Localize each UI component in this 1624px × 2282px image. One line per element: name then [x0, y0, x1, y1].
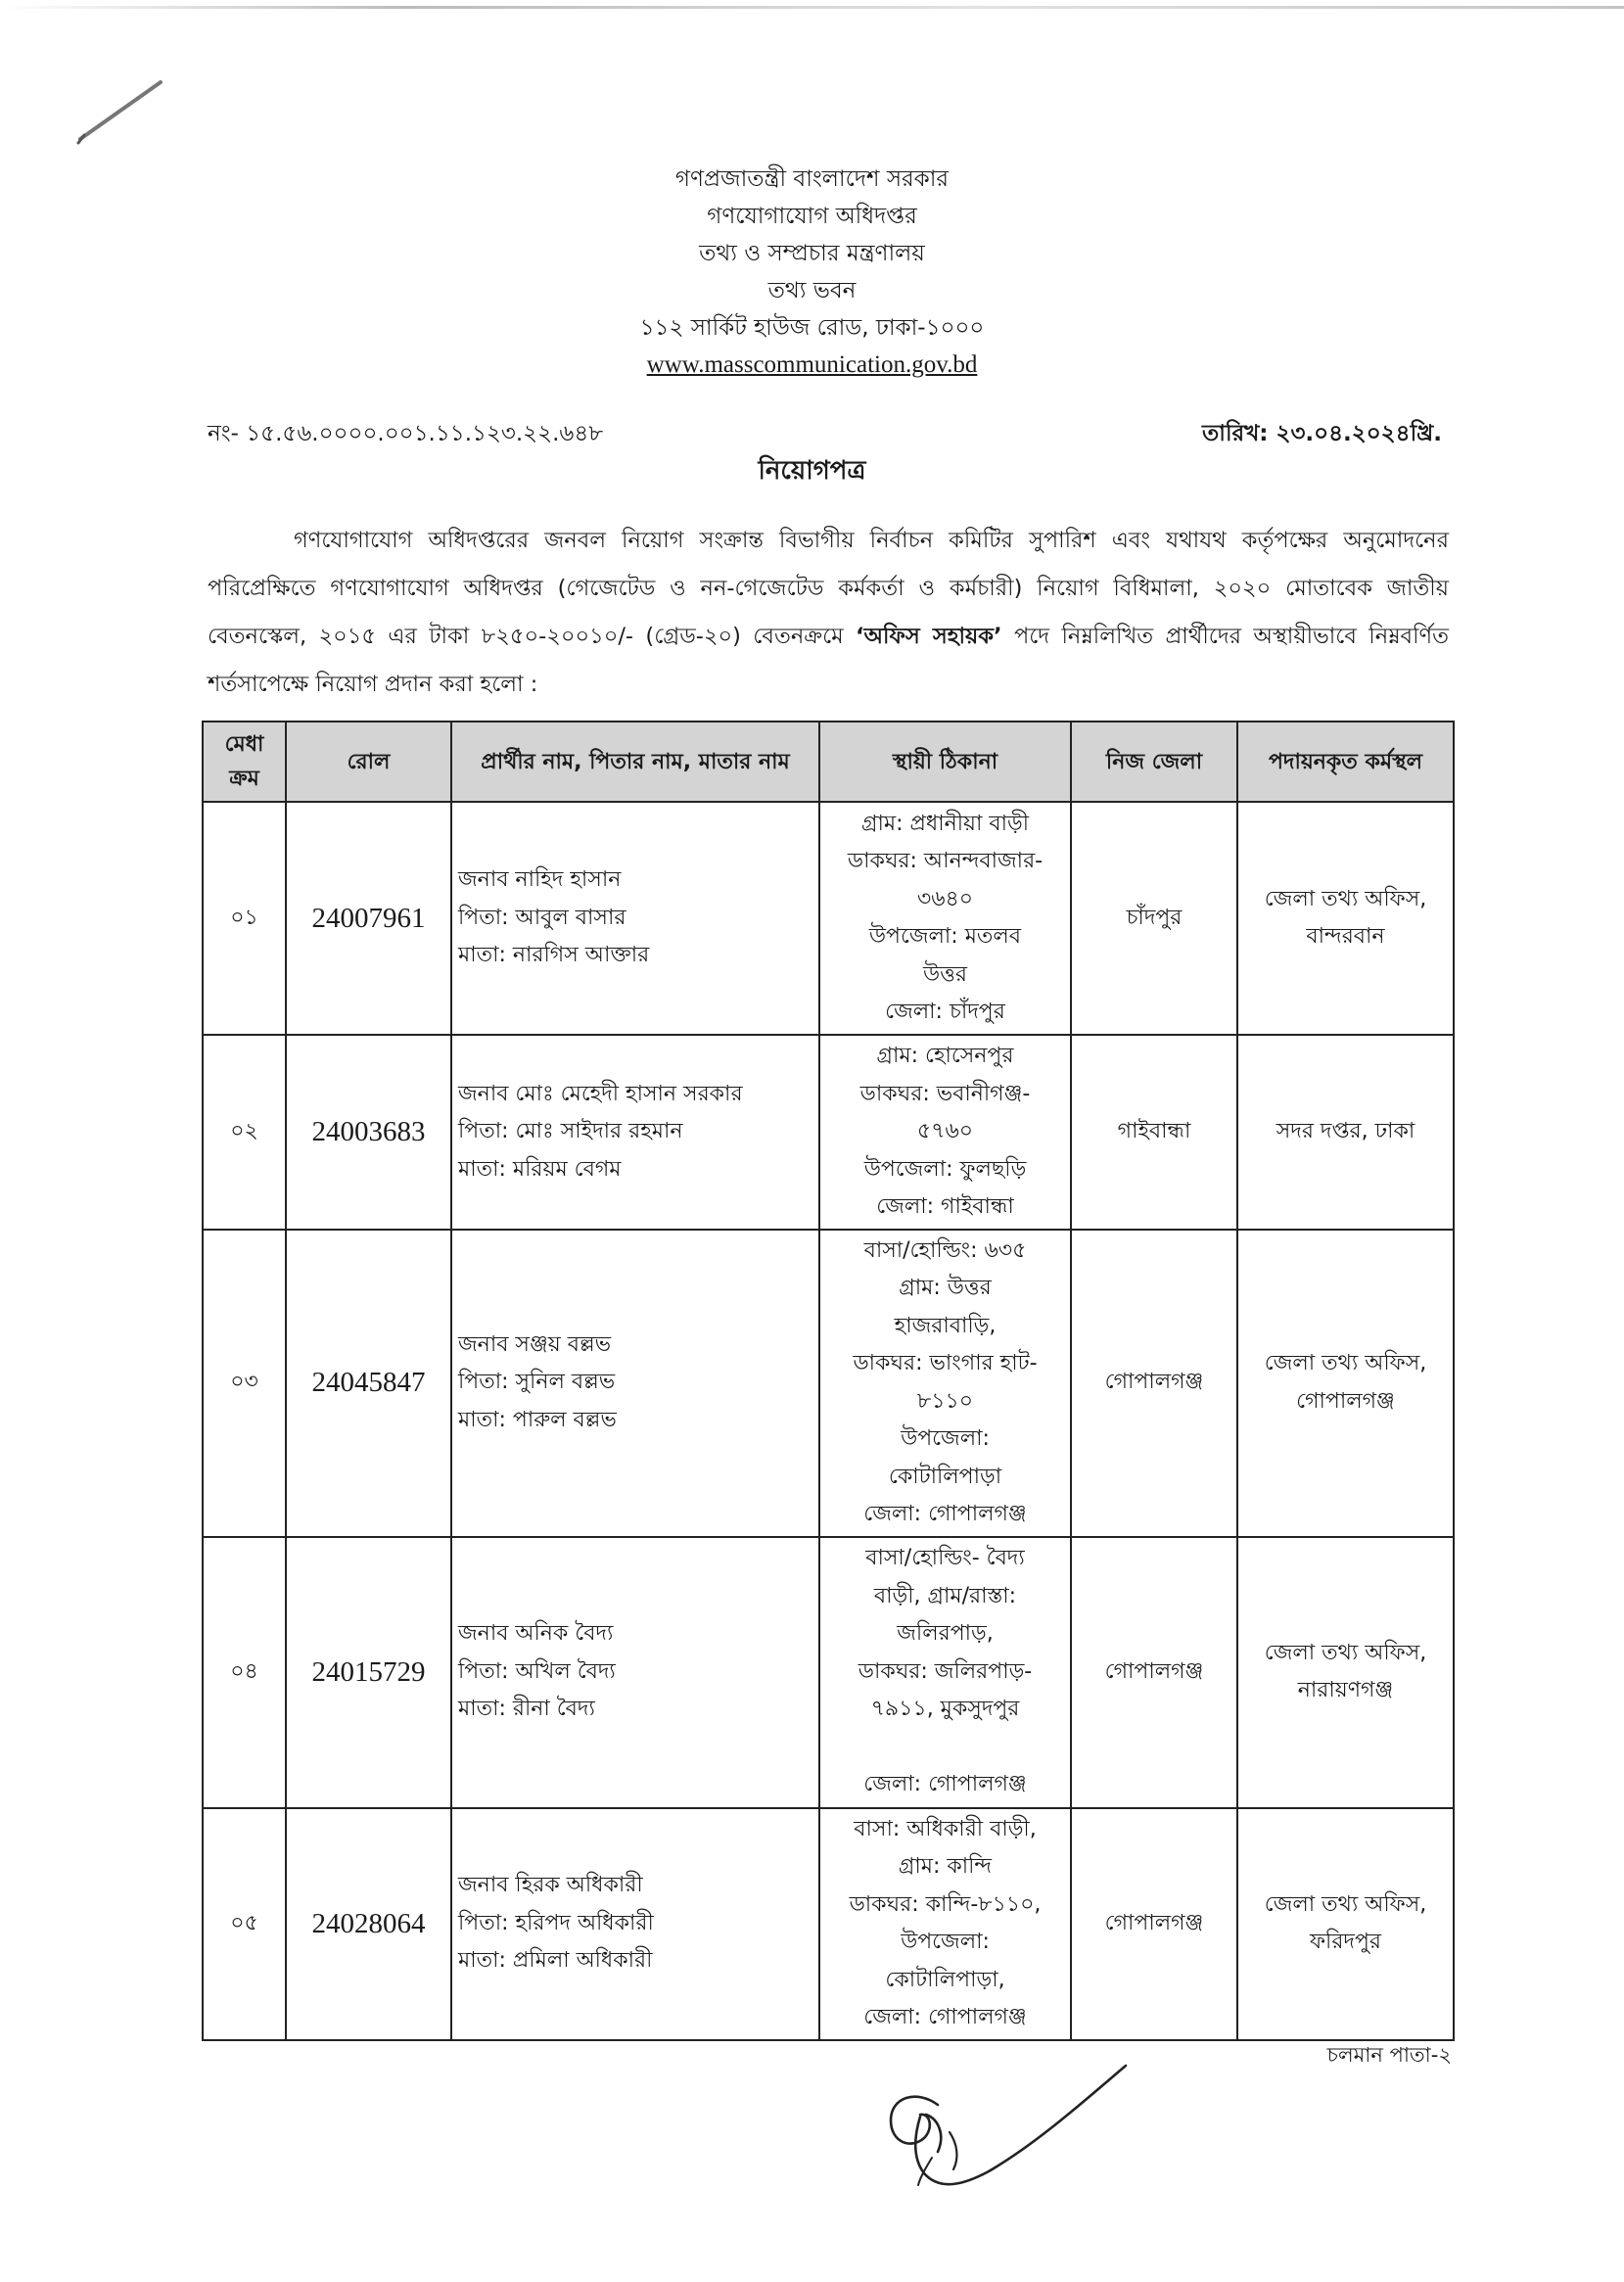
address-line: ৩৬৪০ [916, 886, 974, 911]
father-name: পিতা: হরিপদ অধিকারী [458, 1910, 654, 1935]
serial-cell: ০৪ [203, 1537, 286, 1808]
address-line: জেলা: গোপালগঞ্জ [863, 2005, 1027, 2029]
address-cell [819, 1035, 1071, 1230]
address-line: উপজেলা: [901, 1426, 990, 1451]
serial-cell: ০১ [203, 802, 286, 1035]
table-row [203, 1808, 1454, 2040]
letterhead [0, 161, 1624, 384]
address-line: ডাকঘর: জলিরপাড়- [858, 1658, 1033, 1684]
father-name: পিতা: মোঃ সাইদার রহমান [458, 1119, 683, 1143]
posting-line: জেলা তথ্য অফিস, [1264, 1640, 1427, 1665]
table-row [203, 1035, 1454, 1230]
address-line: জেলা: চাঁদপুর [885, 1000, 1005, 1024]
table-header-row [203, 722, 1454, 802]
posting-line: ফরিদপুর [1309, 1930, 1382, 1954]
serial-cell: ০২ [203, 1035, 286, 1230]
candidate-name: জনাব সঞ্জয় বল্লভ [458, 1331, 611, 1357]
address-line: জেলা: গাইবান্ধা [876, 1194, 1014, 1219]
address-line: গ্রাম: হোসেনপুর [876, 1044, 1014, 1068]
department-name: গণযোগাযোগ অধিদপ্তর [707, 204, 917, 229]
address-line: হাজরাবাড়ি, [894, 1313, 997, 1338]
address-line: ডাকঘর: আনন্দবাজার- [847, 849, 1044, 873]
address-line [826, 1729, 1064, 1767]
serial-cell: ০৫ [203, 1808, 286, 2040]
name-cell [451, 1537, 819, 1808]
address-line: বাসা: অধিকারী বাড়ী, [854, 1816, 1037, 1841]
address-line: ৮১১০ [916, 1388, 974, 1414]
address-line: ৫৭৬০ [916, 1119, 974, 1143]
body-text-part2: পদে নিম্নলিখিত প্রার্থীদের অস্থায়ীভাবে নিম্নবর্ণিত শর্তসাপেক্ষে নিয়োগ প্রদান করা হলো : [208, 624, 1450, 697]
address-line: গ্রাম: উত্তর [899, 1276, 992, 1300]
address-line: গ্রাম: প্রধানীয়া বাড়ী [861, 811, 1029, 836]
posting-cell [1237, 802, 1454, 1035]
posting-line: গোপালগঞ্জ [1296, 1388, 1395, 1414]
district-cell: গোপালগঞ্জ [1071, 1537, 1237, 1808]
col-header-district: নিজ জেলা [1071, 722, 1237, 802]
mother-name: মাতা: রীনা বৈদ্য [458, 1697, 595, 1722]
issue-date: তারিখ: ২৩.০৪.২০২৪খ্রি. [1202, 421, 1442, 446]
posting-cell [1237, 1537, 1454, 1808]
posting-cell [1237, 1230, 1454, 1537]
address-line: বাড়ী, গ্রাম/রাস্তা: [873, 1583, 1017, 1608]
address-line: গ্রাম: কান্দি [898, 1854, 993, 1879]
appointment-table [202, 721, 1455, 2041]
candidate-name: জনাব মোঃ মেহেদী হাসান সরকার [458, 1081, 743, 1106]
candidate-name: জনাব হিরক অধিকারী [458, 1873, 643, 1898]
col-header-name: প্রার্থীর নাম, পিতার নাম, মাতার নাম [451, 722, 819, 802]
posting-cell [1237, 1035, 1454, 1230]
address-cell [819, 1808, 1071, 2040]
handwritten-signature [869, 2056, 1143, 2203]
building-name: তথ্য ভবন [767, 278, 857, 303]
ministry-name: তথ্য ও সম্প্রচার মন্ত্রণালয় [699, 241, 925, 266]
posting-line: বান্দরবান [1306, 924, 1385, 949]
district-cell: গোপালগঞ্জ [1071, 1808, 1237, 2040]
address-line: জেলা: গোপালগঞ্জ [863, 1502, 1027, 1526]
address-line: বাসা/হোল্ডিং- বৈদ্য [865, 1546, 1025, 1571]
scan-edge-line [0, 6, 1624, 9]
posting-cell [1237, 1808, 1454, 2040]
address-cell [819, 1230, 1071, 1537]
table-row [203, 1230, 1454, 1537]
address-line: উপজেলা: মতলব [868, 924, 1022, 949]
address-line: উত্তর [923, 961, 967, 987]
post-name: ‘অফিস সহায়ক’ [856, 624, 1002, 649]
name-cell [451, 1808, 819, 2040]
address-line: উপজেলা: ফুলছড়ি [863, 1156, 1027, 1182]
candidate-name: জনাব অনিক বৈদ্য [458, 1621, 614, 1647]
table-row [203, 1537, 1454, 1808]
posting-line: সদর দপ্তর, ঢাকা [1276, 1119, 1415, 1143]
col-header-posting: পদায়নকৃত কর্মস্থল [1237, 722, 1454, 802]
father-name: পিতা: আবুল বাসার [458, 905, 626, 930]
col-header-address: স্থায়ী ঠিকানা [819, 722, 1071, 802]
roll-cell: 24045847 [286, 1230, 451, 1537]
address-line: ৭৯১১, মুকসুদপুর [870, 1697, 1020, 1722]
col-header-roll: রোল [286, 722, 451, 802]
posting-line: জেলা তথ্য অফিস, [1264, 1891, 1427, 1917]
continuation-note: চলমান পাতা-২ [1326, 2043, 1452, 2067]
table-row [203, 802, 1454, 1035]
website-link[interactable]: www.masscommunication.gov.bd [646, 351, 978, 378]
name-cell [451, 1230, 819, 1537]
mother-name: মাতা: নারগিস আক্তার [458, 943, 650, 968]
pen-stroke-mark [74, 76, 172, 155]
appointment-body-text [208, 517, 1449, 709]
name-cell [451, 802, 819, 1035]
posting-line: নারায়ণগঞ্জ [1297, 1678, 1394, 1702]
mother-name: মাতা: প্রমিলা অধিকারী [458, 1948, 653, 1974]
roll-cell: 24007961 [286, 802, 451, 1035]
father-name: পিতা: সুনিল বল্লভ [458, 1370, 616, 1395]
col-header-serial: মেধা ক্রম [203, 722, 286, 802]
address-line: ডাকঘর: ভবানীগঞ্জ- [859, 1081, 1031, 1106]
district-cell: গোপালগঞ্জ [1071, 1230, 1237, 1537]
roll-cell: 24028064 [286, 1808, 451, 2040]
address-line: বাসা/হোল্ডিং: ৬৩৫ [863, 1237, 1027, 1263]
address-line: কোটালিপাড়া, [885, 1967, 1005, 1992]
name-cell [451, 1035, 819, 1230]
address-line: জলিরপাড়, [897, 1621, 994, 1647]
mother-name: মাতা: পারুল বল্লভ [458, 1407, 617, 1432]
father-name: পিতা: অখিল বৈদ্য [458, 1658, 616, 1684]
address-line: ডাকঘর: ভাংগার হাট- [853, 1351, 1038, 1375]
serial-cell: ০৩ [203, 1230, 286, 1537]
address-line: জেলা: গোপালগঞ্জ [863, 1772, 1027, 1797]
mother-name: মাতা: মরিয়ম বেগম [458, 1156, 622, 1182]
reference-number: নং- ১৫.৫৬.০০০০.০০১.১১.১২৩.২২.৬৪৮ [208, 421, 604, 446]
document-title: নিয়োগপত্র [758, 456, 866, 486]
roll-cell: 24015729 [286, 1537, 451, 1808]
roll-cell: 24003683 [286, 1035, 451, 1230]
address-line: কোটালিপাড়া [888, 1464, 1002, 1489]
government-name: গণপ্রজাতন্ত্রী বাংলাদেশ সরকার [674, 166, 950, 192]
body-text-part1: গণযোগাযোগ অধিদপ্তরের জনবল নিয়োগ সংক্রান্ত বিভাগীয় নির্বাচন কমিটির সুপারিশ এবং যথাযথ কর্তৃপক্ষের অনুমোদনের পরিপ্রেক্ষিতে গণযোগাযোগ অধিদপ্তর (গেজেটেড ও নন-গেজেটেড কর্মকর্তা ও কর্মচারী) নিয়োগ বিধিমালা, ২০২০ মোতাবেক জাতীয় বেতনস্কেল, ২০১৫ এর টাকা ৮২৫০-২০০১০/- (গ্রেড-২০) বেতনক্রমে [208, 528, 1449, 649]
posting-line: জেলা তথ্য অফিস, [1264, 1351, 1427, 1375]
address-cell [819, 1537, 1071, 1808]
candidate-name: জনাব নাহিদ হাসান [458, 867, 622, 893]
office-address: ১১২ সার্কিট হাউজ রোড, ঢাকা-১০০০ [639, 315, 985, 341]
address-line: উপজেলা: [901, 1930, 990, 1954]
district-cell: চাঁদপুর [1071, 802, 1237, 1035]
posting-line: জেলা তথ্য অফিস, [1264, 886, 1427, 911]
address-cell [819, 802, 1071, 1035]
address-line: ডাকঘর: কান্দি-৮১১০, [849, 1891, 1042, 1917]
district-cell: গাইবান্ধা [1071, 1035, 1237, 1230]
